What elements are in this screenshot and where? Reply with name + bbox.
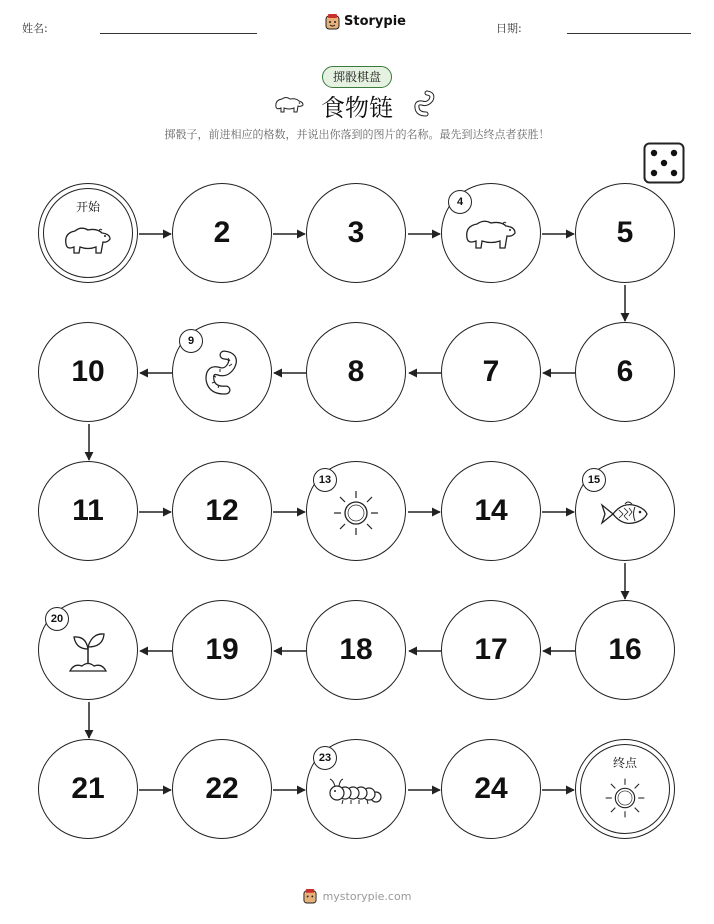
board-space-5[interactable] xyxy=(575,183,675,283)
space-number: 5 xyxy=(616,216,634,249)
space-number: 6 xyxy=(616,355,634,388)
board-space-17[interactable] xyxy=(441,600,541,700)
sun-icon xyxy=(603,776,647,820)
space-number: 24 xyxy=(474,772,508,805)
name-label: 姓名: xyxy=(22,22,48,35)
space-badge: 23 xyxy=(313,746,337,770)
board-space-6[interactable] xyxy=(575,322,675,422)
board-space-22[interactable] xyxy=(172,739,272,839)
space-number: 17 xyxy=(474,633,508,666)
bear-icon xyxy=(462,214,520,256)
brand-mascot-icon xyxy=(303,888,317,904)
space-number: 19 xyxy=(205,633,239,666)
board-space-14[interactable] xyxy=(441,461,541,561)
page-title: 食物链 xyxy=(321,94,393,122)
space-badge: 4 xyxy=(448,190,472,214)
space-number: 22 xyxy=(205,772,239,805)
space-number: 11 xyxy=(72,494,104,527)
space-number: 14 xyxy=(474,494,508,527)
sun-icon xyxy=(331,488,381,538)
sprout-icon xyxy=(66,627,110,677)
finish-label: 终点 xyxy=(612,756,637,770)
board-space-2[interactable] xyxy=(172,183,272,283)
space-badge: 9 xyxy=(179,329,203,353)
footer xyxy=(0,888,714,904)
space-number: 8 xyxy=(347,355,365,388)
caterpillar-icon xyxy=(327,776,385,808)
board-space-10[interactable] xyxy=(38,322,138,422)
board-space-start[interactable] xyxy=(38,183,138,283)
date-label: 日期: xyxy=(496,22,522,35)
board-space-finish[interactable] xyxy=(575,739,675,839)
board-space-19[interactable] xyxy=(172,600,272,700)
instructions: 掷骰子，前进相应的格数，并说出你落到的图片的名称。最先到达终点者获胜！ xyxy=(164,128,550,141)
space-number: 12 xyxy=(205,494,239,527)
space-number: 10 xyxy=(71,355,105,388)
board-space-21[interactable] xyxy=(38,739,138,839)
board-space-3[interactable] xyxy=(306,183,406,283)
brand-name: Storypie xyxy=(344,14,406,29)
start-label: 开始 xyxy=(75,200,100,214)
board-space-18[interactable] xyxy=(306,600,406,700)
board-space-24[interactable] xyxy=(441,739,541,839)
game-type-tag: 掷骰棋盘 xyxy=(322,66,392,88)
space-number: 18 xyxy=(339,633,373,666)
board-space-16[interactable] xyxy=(575,600,675,700)
space-number: 7 xyxy=(482,355,500,388)
space-badge: 15 xyxy=(582,468,606,492)
space-badge: 20 xyxy=(45,607,69,631)
space-number: 2 xyxy=(213,216,231,249)
footer-site-link[interactable]: mystorypie.com xyxy=(322,889,412,903)
bear-icon xyxy=(61,222,115,260)
board-space-12[interactable] xyxy=(172,461,272,561)
board-space-7[interactable] xyxy=(441,322,541,422)
space-number: 21 xyxy=(71,772,105,805)
board-space-11[interactable] xyxy=(38,461,138,561)
worm-icon xyxy=(200,349,244,401)
space-badge: 13 xyxy=(313,468,337,492)
space-number: 3 xyxy=(347,216,365,249)
fish-icon xyxy=(599,498,651,530)
space-number: 16 xyxy=(608,633,642,666)
board-space-8[interactable] xyxy=(306,322,406,422)
